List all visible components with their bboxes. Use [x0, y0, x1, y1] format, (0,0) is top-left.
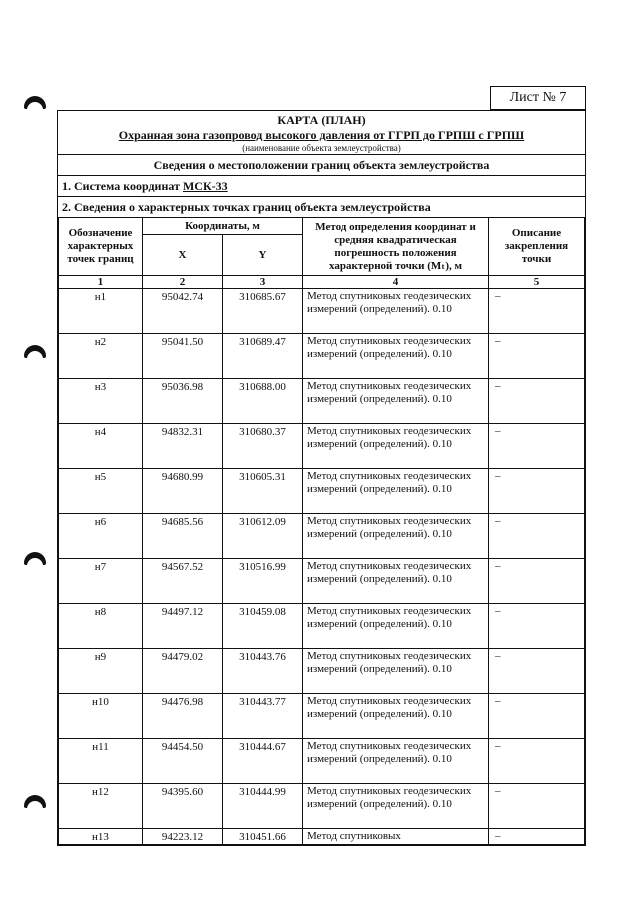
x-coord-cell: 94479.02	[143, 649, 223, 694]
desc-cell: –	[489, 694, 585, 739]
desc-cell: –	[489, 784, 585, 829]
header-desc: Описание закрепления точки	[489, 218, 585, 276]
coord-system-label: 1. Система координат	[62, 179, 180, 193]
y-coord-cell: 310516.99	[223, 559, 303, 604]
points-table	[58, 217, 585, 845]
table-row	[59, 379, 585, 424]
col-index: 4	[303, 276, 489, 289]
method-cell: Метод спутниковых геодезических измерений (определений). 0.10	[303, 379, 489, 424]
method-cell: Метод спутниковых геодезических измерений (определений). 0.10	[303, 559, 489, 604]
desc-cell: –	[489, 559, 585, 604]
method-cell: Метод спутниковых геодезических измерений (определений). 0.10	[303, 739, 489, 784]
method-cell: Метод спутниковых геодезических измерений (определений). 0.10	[303, 289, 489, 334]
table-row	[59, 289, 585, 334]
table-row	[59, 604, 585, 649]
method-cell: Метод спутниковых геодезических измерений (определений). 0.10	[303, 424, 489, 469]
table-row	[59, 829, 585, 845]
desc-cell: –	[489, 334, 585, 379]
method-cell: Метод спутниковых геодезических измерений (определений). 0.10	[303, 469, 489, 514]
x-coord-cell: 95042.74	[143, 289, 223, 334]
table-row	[59, 469, 585, 514]
method-cell: Метод спутниковых геодезических измерений (определений). 0.10	[303, 334, 489, 379]
x-coord-cell: 94685.56	[143, 514, 223, 559]
x-coord-cell: 94567.52	[143, 559, 223, 604]
point-id-cell: н8	[59, 604, 143, 649]
table-row	[59, 694, 585, 739]
table-row	[59, 514, 585, 559]
y-coord-cell: 310459.08	[223, 604, 303, 649]
header-method: Метод определения координат и средняя квадратическая погрешность положения характерной точки (Mₜ), м	[303, 218, 489, 276]
header-point: Обозначение характерных точек границ	[59, 218, 143, 276]
desc-cell: –	[489, 424, 585, 469]
table-row	[59, 559, 585, 604]
desc-cell: –	[489, 649, 585, 694]
column-index-row	[59, 276, 585, 289]
desc-cell: –	[489, 289, 585, 334]
desc-cell: –	[489, 829, 585, 845]
y-coord-cell: 310612.09	[223, 514, 303, 559]
table-row	[59, 739, 585, 784]
table-row	[59, 649, 585, 694]
point-id-cell: н6	[59, 514, 143, 559]
y-coord-cell: 310688.00	[223, 379, 303, 424]
desc-cell: –	[489, 739, 585, 784]
table-row	[59, 424, 585, 469]
document-frame	[57, 110, 586, 846]
header-x: X	[143, 235, 223, 276]
coord-system-line	[58, 175, 585, 196]
point-id-cell: н11	[59, 739, 143, 784]
method-cell: Метод спутниковых геодезических измерений (определений). 0.10	[303, 694, 489, 739]
x-coord-cell: 94454.50	[143, 739, 223, 784]
col-index: 3	[223, 276, 303, 289]
y-coord-cell: 310443.77	[223, 694, 303, 739]
object-name-note: (наименование объекта землеустройства)	[242, 143, 401, 153]
method-cell: Метод спутниковых геодезических измерений (определений). 0.10	[303, 514, 489, 559]
sheet-number: Лист № 7	[490, 86, 586, 110]
point-id-cell: н5	[59, 469, 143, 514]
x-coord-cell: 94395.60	[143, 784, 223, 829]
point-id-cell: н1	[59, 289, 143, 334]
y-coord-cell: 310685.67	[223, 289, 303, 334]
x-coord-cell: 94832.31	[143, 424, 223, 469]
point-id-cell: н7	[59, 559, 143, 604]
point-id-cell: н2	[59, 334, 143, 379]
punch-hole-mark	[24, 345, 46, 358]
y-coord-cell: 310680.37	[223, 424, 303, 469]
point-id-cell: н9	[59, 649, 143, 694]
header-coords: Координаты, м	[143, 218, 303, 235]
table-row	[59, 784, 585, 829]
page-title: КАРТА (ПЛАН)	[277, 113, 366, 127]
punch-hole-mark	[24, 552, 46, 565]
table-row	[59, 334, 585, 379]
section-title: Сведения о местоположении границ объекта землеустройства	[58, 154, 585, 175]
x-coord-cell: 94223.12	[143, 829, 223, 845]
coord-system-value: МСК-33	[182, 179, 228, 193]
header-y: Y	[223, 235, 303, 276]
punch-hole-mark	[24, 96, 46, 109]
y-coord-cell: 310444.67	[223, 739, 303, 784]
col-index: 1	[59, 276, 143, 289]
y-coord-cell: 310605.31	[223, 469, 303, 514]
point-id-cell: н4	[59, 424, 143, 469]
point-id-cell: н13	[59, 829, 143, 845]
x-coord-cell: 94497.12	[143, 604, 223, 649]
object-name: Охранная зона газопровод высокого давления от ГГРП до ГРПШ с ГРПШ	[118, 128, 525, 142]
desc-cell: –	[489, 604, 585, 649]
y-coord-cell: 310444.99	[223, 784, 303, 829]
col-index: 5	[489, 276, 585, 289]
col-index: 2	[143, 276, 223, 289]
point-id-cell: н12	[59, 784, 143, 829]
y-coord-cell: 310443.76	[223, 649, 303, 694]
y-coord-cell: 310451.66	[223, 829, 303, 845]
y-coord-cell: 310689.47	[223, 334, 303, 379]
method-cell: Метод спутниковых геодезических измерений (определений). 0.10	[303, 784, 489, 829]
point-id-cell: н10	[59, 694, 143, 739]
method-cell: Метод спутниковых геодезических измерений (определений). 0.10	[303, 604, 489, 649]
x-coord-cell: 94476.98	[143, 694, 223, 739]
x-coord-cell: 95036.98	[143, 379, 223, 424]
desc-cell: –	[489, 379, 585, 424]
desc-cell: –	[489, 469, 585, 514]
x-coord-cell: 94680.99	[143, 469, 223, 514]
x-coord-cell: 95041.50	[143, 334, 223, 379]
points-section-title: 2. Сведения о характерных точках границ объекта землеустройства	[58, 196, 585, 217]
desc-cell: –	[489, 514, 585, 559]
method-cell: Метод спутниковых геодезических измерений (определений). 0.10	[303, 649, 489, 694]
method-cell: Метод спутниковых	[303, 829, 489, 845]
punch-hole-mark	[24, 795, 46, 808]
point-id-cell: н3	[59, 379, 143, 424]
